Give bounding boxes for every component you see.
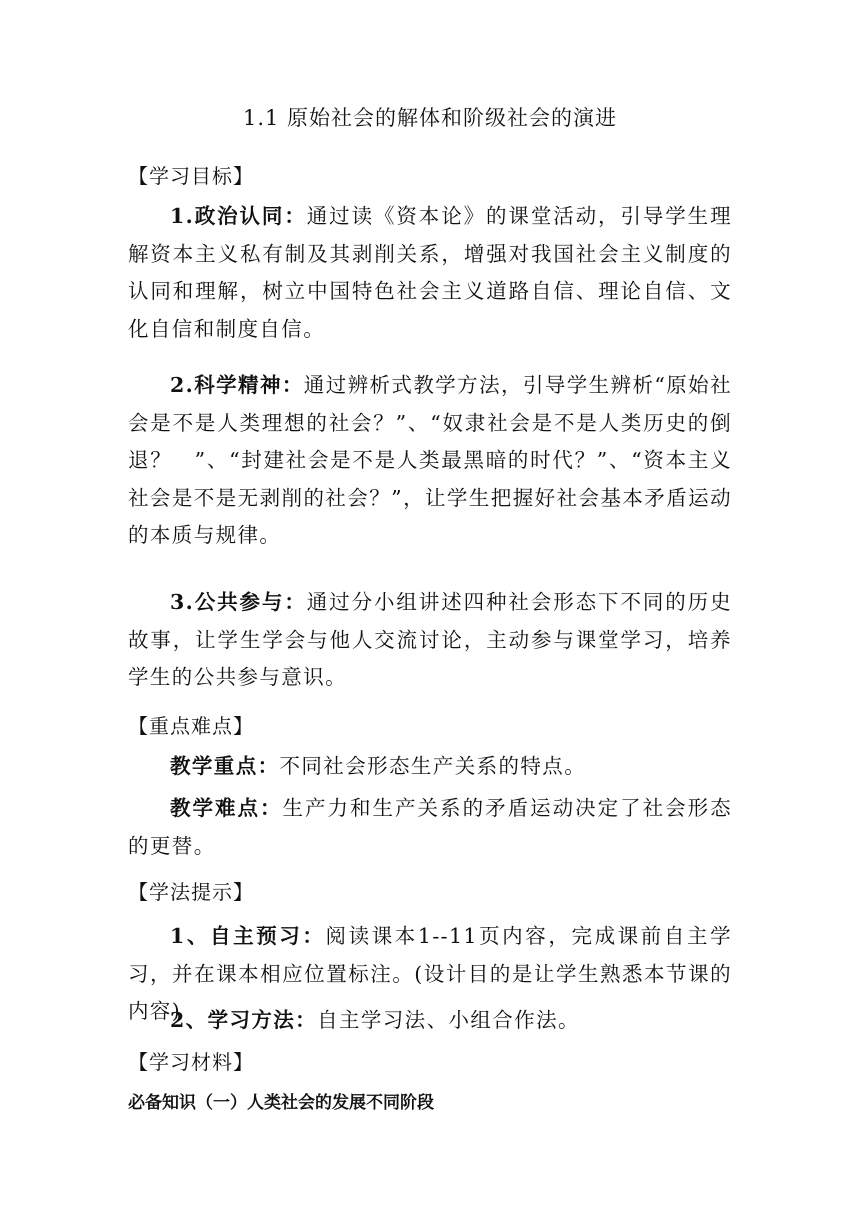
method-2-text: 自主学习法、小组合作法。: [317, 1008, 580, 1032]
method-1-label: 1、自主预习：: [170, 924, 326, 948]
method-2: [128, 1002, 732, 1040]
method-2-label: 2、学习方法：: [170, 1008, 318, 1032]
method-heading: 【学法提示】: [128, 880, 254, 904]
goal-3-paragraph: [128, 584, 732, 697]
method-1-text: 阅读课本1--11页内容，完成课前自主学习，并在课本相应位置标注。(设计目的是让学生熟悉本节课的内容): [128, 924, 732, 1023]
key-point-2: [128, 790, 732, 865]
goal-2-paragraph: [128, 367, 732, 555]
key-points-heading: 【重点难点】: [128, 714, 254, 738]
key-point-2-text: 生产力和生产关系的矛盾运动决定了社会形态的更替。: [128, 796, 733, 858]
goal-1-paragraph: [128, 198, 732, 348]
goals-heading: 【学习目标】: [128, 164, 254, 188]
key-point-1-text: 不同社会形态生产关系的特点。: [279, 754, 587, 778]
goal-2-label: 2.科学精神：: [170, 373, 304, 397]
page-title: 1.1 原始社会的解体和阶级社会的演进: [242, 106, 618, 130]
material-heading: 【学习材料】: [128, 1050, 254, 1074]
goal-1-label: 1.政治认同：: [170, 204, 307, 228]
goal-2-text: 通过辨析式教学方法，引导学生辨析“原始社会是不是人类理想的社会？”、“奴隶社会是不是人类历史的倒退？ ”、“封建社会是不是人类最黑暗的时代？”、“资本主义社会是不是无剥削的社会？”，让学生把握好社会基本矛盾运动的本质与规律。: [128, 373, 732, 547]
key-point-1: [128, 748, 732, 786]
goal-3-text: 通过分小组讲述四种社会形态下不同的历史故事，让学生学会与他人交流讨论，主动参与课堂学习，培养学生的公共参与意识。: [128, 590, 732, 689]
key-point-1-label: 教学重点：: [170, 754, 280, 778]
key-point-2-label: 教学难点：: [170, 796, 283, 820]
goal-1-text: 通过读《资本论》的课堂活动，引导学生理解资本主义私有制及其剥削关系，增强对我国社会主义制度的认同和理解，树立中国特色社会主义道路自信、理论自信、文化自信和制度自信。: [128, 204, 732, 341]
section-subheading: 必备知识（一）人类社会的发展不同阶段: [128, 1093, 434, 1113]
goal-3-label: 3.公共参与：: [170, 590, 307, 614]
